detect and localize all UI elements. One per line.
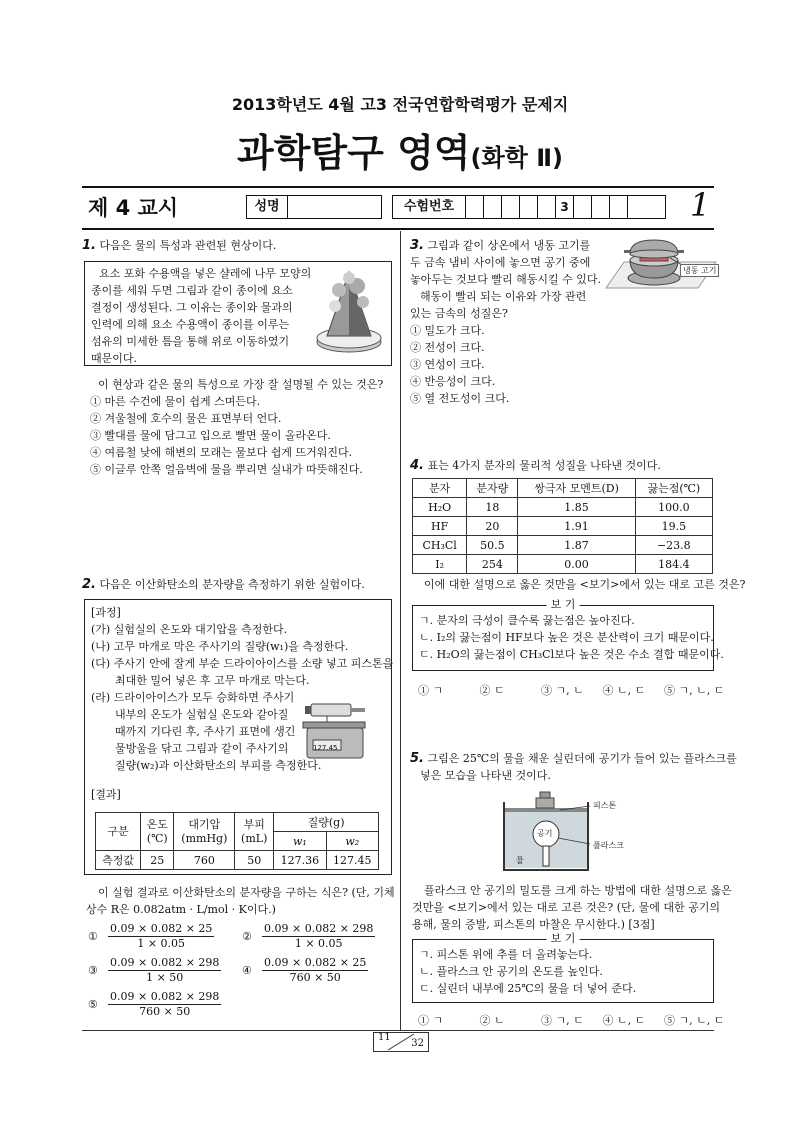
exam-number-label: 수험번호 xyxy=(393,196,466,218)
q3-question-line: 해동이 빨리 되는 이유와 가장 관련 xyxy=(420,290,587,303)
q2-stem xyxy=(82,576,365,593)
q3-option-3[interactable]: ③ 연성이 크다. xyxy=(410,358,485,371)
exam-digit-cell[interactable] xyxy=(628,196,665,218)
period-label: 제 4 교시 xyxy=(88,196,179,220)
q1-stem-text: 다음은 물의 특성과 관련된 현상이다. xyxy=(99,239,277,252)
q5-answer-4[interactable]: ④ ㄴ, ㄷ xyxy=(602,1014,646,1027)
q3-line: 그림과 같이 상온에서 냉동 고기를 xyxy=(427,239,591,252)
q5-bogi-item: ㄴ. 플라스크 안 공기의 온도를 높인다. xyxy=(419,965,603,978)
q5-question-line: 플라스크 안 공기의 밀도를 크게 하는 방법에 대한 설명으로 옳은 xyxy=(424,884,732,897)
q1-option-4[interactable]: ④ 여름철 낮에 해변의 모래는 물보다 쉽게 뜨거워진다. xyxy=(90,446,353,459)
q4-th: 끓는점(℃) xyxy=(635,479,712,498)
q4-answer-4[interactable]: ④ ㄴ, ㄷ xyxy=(602,684,646,697)
q1-option-1[interactable]: ① 마른 수건에 물이 쉽게 스며든다. xyxy=(90,395,261,408)
q2-step: (나) 고무 마개로 막은 주사기의 질량(w₁)을 측정한다. xyxy=(91,640,349,653)
q4-answer-5[interactable]: ⑤ ㄱ, ㄴ, ㄷ xyxy=(664,684,725,697)
q3-option-4[interactable]: ④ 반응성이 크다. xyxy=(410,375,496,388)
q1-option-5[interactable]: ⑤ 이글루 안쪽 얼음벽에 물을 뿌리면 실내가 따뜻해진다. xyxy=(90,463,363,476)
q2-options xyxy=(88,922,394,1026)
paper-tree-figure xyxy=(313,266,385,358)
q4-cell: 1.91 xyxy=(518,517,635,536)
q2-result-label: [결과] xyxy=(91,788,121,801)
q4-cell: 100.0 xyxy=(635,498,712,517)
q4-answer-1[interactable]: ① ㄱ xyxy=(418,684,444,697)
q2-option-3[interactable]: ③ $\frac{0.09 \times 0.082 \times 298}{1 \times 50}$ xyxy=(88,956,220,984)
q3-option-2[interactable]: ② 전성이 크다. xyxy=(410,341,485,354)
q2-th-gubun: 구분 xyxy=(96,813,141,851)
q4-cell: 50.5 xyxy=(467,536,518,555)
exam-digit-cell[interactable] xyxy=(520,196,538,218)
q4-cell: 0.00 xyxy=(518,555,635,574)
piston-label: 피스톤 xyxy=(593,801,617,810)
q4-answers xyxy=(418,682,724,699)
q2-question xyxy=(86,884,395,918)
q2-row-label: 측정값 xyxy=(96,851,141,870)
balance-display: 127.45 xyxy=(313,744,338,752)
q1-passage-line: 인력에 의해 요소 수용액이 종이를 이루는 xyxy=(91,318,290,331)
q1-passage-box xyxy=(84,261,392,366)
q2-option-4[interactable]: ④ $\frac{0.09 \times 0.082 \times 25}{760 \times 50}$ xyxy=(242,956,367,984)
q3-stem xyxy=(410,237,610,407)
q2-step: (라) 드라이아이스가 모두 승화하면 주사기 xyxy=(91,691,295,704)
q4-bogi-box xyxy=(412,598,724,671)
q5-number: 5. xyxy=(410,751,424,766)
q4-cell: CH₃Cl xyxy=(413,536,467,555)
q4-bogi-title: 보 기 xyxy=(547,598,580,612)
exam-digit-cell[interactable] xyxy=(502,196,520,218)
q5-bogi-title: 보 기 xyxy=(547,932,580,946)
q4-cell: 254 xyxy=(467,555,518,574)
exam-digit-cell[interactable] xyxy=(466,196,484,218)
q5-answer-5[interactable]: ⑤ ㄱ, ㄴ, ㄷ xyxy=(664,1014,725,1027)
exam-digit-fixed: 3 xyxy=(556,196,574,218)
q2-th-w1: w₁ xyxy=(274,832,326,851)
q2-step: (가) 실험실의 온도와 대기압을 측정한다. xyxy=(91,623,288,636)
q4-cell: 20 xyxy=(467,517,518,536)
q5-bogi-item: ㄷ. 실린더 내부에 25℃의 물을 더 넣어 준다. xyxy=(419,982,637,995)
q4-cell: I₂ xyxy=(413,555,467,574)
q3-option-1[interactable]: ① 밀도가 크다. xyxy=(410,324,485,337)
exam-digit-cell[interactable] xyxy=(592,196,610,218)
exam-digit-cell[interactable] xyxy=(484,196,502,218)
q4-answer-2[interactable]: ② ㄷ xyxy=(479,684,505,697)
q4-stem xyxy=(410,457,661,474)
q2-option-5[interactable]: ⑤ $\frac{0.09 \times 0.082 \times 298}{760 \times 50}$ xyxy=(88,990,220,1018)
q2-th-w2: w₂ xyxy=(326,832,378,851)
q2-step: 물방울을 닦고 그림과 같이 주사기의 xyxy=(115,742,289,755)
title-sub: (화학 Ⅱ) xyxy=(470,144,563,172)
q5-answer-3[interactable]: ③ ㄱ, ㄷ xyxy=(541,1014,584,1027)
water-label: 물 xyxy=(516,856,524,865)
q2-option-1[interactable]: ① $\frac{0.09 \times 0.082 \times 25}{1 \times 0.05}$ xyxy=(88,922,213,950)
q3-number: 3. xyxy=(410,238,424,253)
q1-question: 이 현상과 같은 물의 특성으로 가장 잘 설명될 수 있는 것은? xyxy=(98,378,384,391)
exam-digit-cell[interactable] xyxy=(538,196,556,218)
q4-cell: −23.8 xyxy=(635,536,712,555)
q1-options xyxy=(90,393,363,478)
q2-question-line: 이 실험 결과로 이산화탄소의 분자량을 구하는 식은? (단, 기체 xyxy=(98,886,395,899)
q2-th-vol: 부피 (mL) xyxy=(235,813,274,851)
q5-bogi-item: ㄱ. 피스톤 위에 추를 더 올려놓는다. xyxy=(419,948,593,961)
q2-th-press: 대기압 (mmHg) xyxy=(174,813,235,851)
q2-step: 최대한 밀어 넣은 후 고무 마개로 막는다. xyxy=(115,674,310,687)
q4-cell: 18 xyxy=(467,498,518,517)
q1-number: 1. xyxy=(82,238,96,253)
exam-digit-cell[interactable] xyxy=(610,196,628,218)
exam-title xyxy=(0,122,800,177)
q2-step: (다) 주사기 안에 잘게 부순 드라이아이스를 소량 넣고 피스톤을 xyxy=(91,657,394,670)
q2-step: 내부의 온도가 실험실 온도와 같아질 xyxy=(115,708,289,721)
q4-number: 4. xyxy=(410,458,424,473)
q5-question xyxy=(412,882,732,933)
footer-total: 32 xyxy=(411,1038,424,1049)
q4-cell: HF xyxy=(413,517,467,536)
flask-label: 플라스크 xyxy=(593,841,624,850)
q2-th-temp: 온도 (℃) xyxy=(141,813,174,851)
q2-w2-value: 127.45 xyxy=(326,851,378,870)
q1-passage-line: 결정이 생성된다. 그 이유는 종이와 물과의 xyxy=(91,301,293,314)
q2-w1-value: 127.36 xyxy=(274,851,326,870)
q2-question-line: 상수 R은 0.082atm · L/mol · K이다.) xyxy=(86,903,276,916)
q2-stem-text: 다음은 이산화탄소의 분자량을 측정하기 위한 실험이다. xyxy=(99,578,365,591)
q4-property-table xyxy=(412,478,713,574)
q2-process-label: [과정] xyxy=(91,606,121,619)
q3-line: 두 금속 냄비 사이에 놓으면 공기 중에 xyxy=(410,256,591,269)
q1-passage-line: 때문이다. xyxy=(91,352,138,365)
q2-press-value: 760 xyxy=(174,851,235,870)
footer-page: 11 xyxy=(378,1032,391,1043)
q1-passage-line: 종이를 세워 두면 그림과 같이 종이에 요소 xyxy=(91,284,293,297)
q5-answers xyxy=(418,1012,724,1029)
exam-number-box xyxy=(392,195,666,219)
q4-th: 쌍극자 모멘트(D) xyxy=(518,479,635,498)
q4-bogi-item: ㄱ. 분자의 극성이 클수록 끓는점은 높아진다. xyxy=(419,614,635,627)
q1-option-3[interactable]: ③ 빨대를 물에 담그고 입으로 빨면 물이 올라온다. xyxy=(90,429,331,442)
footer-rule xyxy=(82,1030,714,1031)
exam-digit-cell[interactable] xyxy=(574,196,592,218)
q4-question: 이에 대한 설명으로 옳은 것만을 <보기>에서 있는 대로 고른 것은? xyxy=(424,578,746,591)
frozen-meat-label: 냉동 고기 xyxy=(680,264,719,277)
q5-bogi-box xyxy=(412,932,714,1003)
name-box xyxy=(246,195,382,219)
q2-result-table xyxy=(95,812,379,870)
q5-stem-line: 그림은 25℃의 물을 채운 실린더에 공기가 들어 있는 플라스크를 xyxy=(427,752,737,765)
q4-cell: 184.4 xyxy=(635,555,712,574)
q4-stem-text: 표는 4가지 분자의 물리적 성질을 나타낸 것이다. xyxy=(427,459,661,472)
header-bottom-rule xyxy=(82,228,714,230)
q2-step: 질량(w₂)과 이산화탄소의 부피를 측정한다. xyxy=(115,759,322,772)
q1-passage-line: 섬유의 미세한 틈을 통해 위로 이동하였기 xyxy=(91,335,290,348)
exam-subtitle: 2013학년도 4월 고3 전국연합학력평가 문제지 xyxy=(231,95,569,114)
q5-stem xyxy=(410,750,737,784)
q4-cell: H₂O xyxy=(413,498,467,517)
q4-cell: 1.87 xyxy=(518,536,635,555)
q5-answer-1[interactable]: ① ㄱ xyxy=(418,1014,444,1027)
q1-option-2[interactable]: ② 겨울철에 호수의 물은 표면부터 언다. xyxy=(90,412,282,425)
name-field[interactable] xyxy=(288,196,381,218)
name-label: 성명 xyxy=(247,196,288,218)
q4-cell: 19.5 xyxy=(635,517,712,536)
q4-th: 분자량 xyxy=(467,479,518,498)
column-divider xyxy=(400,231,401,1031)
page-number: 1 xyxy=(690,186,711,224)
q4-answer-3[interactable]: ③ ㄱ, ㄴ xyxy=(541,684,584,697)
q1-passage-line: 요소 포화 수용액을 넣은 샬레에 나무 모양의 xyxy=(99,267,312,280)
q4-bogi-item: ㄴ. I₂의 끓는점이 HF보다 높은 것은 분산력이 크기 때문이다. xyxy=(419,631,714,644)
q4-th: 분자 xyxy=(413,479,467,498)
header-top-rule xyxy=(82,186,714,188)
q5-question-line: 용해, 물의 증발, 피스톤의 마찰은 무시한다.) [3점] xyxy=(412,918,655,931)
q4-bogi-item: ㄷ. H₂O의 끓는점이 CH₃Cl보다 높은 것은 수소 결합 때문이다. xyxy=(419,648,724,661)
q5-stem-line: 넣은 모습을 나타낸 것이다. xyxy=(420,769,551,782)
q3-line: 놓아두는 것보다 빨리 해동시킬 수 있다. xyxy=(410,273,601,286)
q2-vol-value: 50 xyxy=(235,851,274,870)
q4-cell: 1.85 xyxy=(518,498,635,517)
q2-number: 2. xyxy=(82,577,96,592)
footer-page-box xyxy=(373,1032,429,1052)
q2-temp-value: 25 xyxy=(141,851,174,870)
air-label: 공기 xyxy=(537,829,553,838)
q5-question-line: 것만을 <보기>에서 있는 대로 고른 것은? (단, 물에 대한 공기의 xyxy=(412,901,720,914)
q2-experiment-box xyxy=(84,599,392,875)
q2-step: 때까지 기다린 후, 주사기 표면에 생긴 xyxy=(115,725,296,738)
title-main: 과학탐구 영역 xyxy=(237,131,471,175)
q5-answer-2[interactable]: ② ㄴ xyxy=(479,1014,505,1027)
q1-stem xyxy=(82,237,392,254)
q2-th-mass: 질량(g) xyxy=(274,813,379,832)
q3-question-line: 있는 금속의 성질은? xyxy=(410,307,508,320)
q2-option-2[interactable]: ② $\frac{0.09 \times 0.082 \times 298}{1 \times 0.05}$ xyxy=(242,922,374,950)
q3-option-5[interactable]: ⑤ 열 전도성이 크다. xyxy=(410,392,510,405)
